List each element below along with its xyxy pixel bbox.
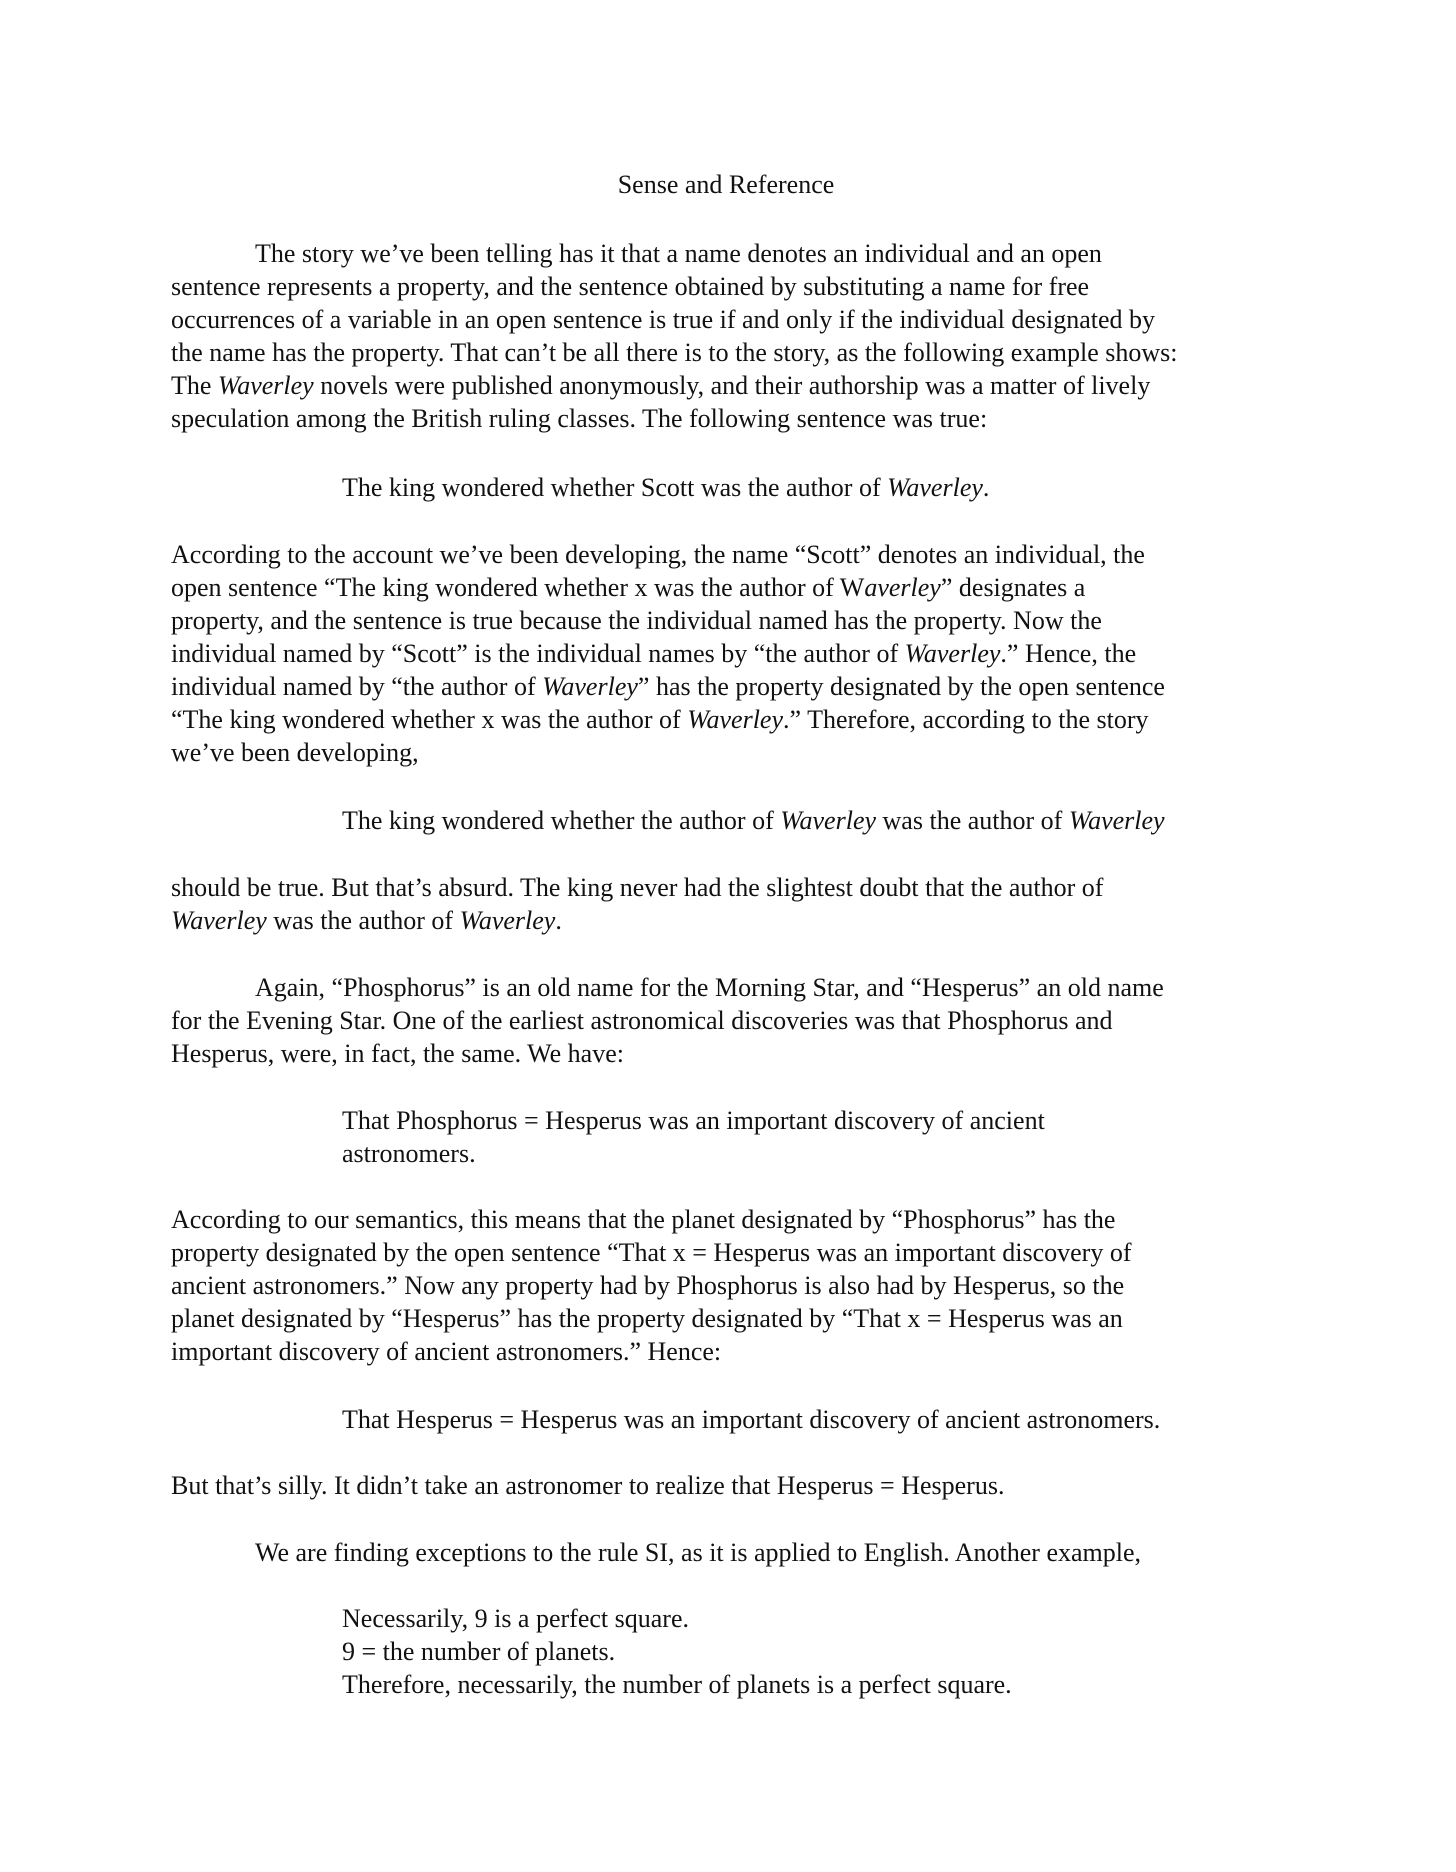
text-line: The story we’ve been telling has it that a name denotes an individual and an open (255, 239, 1102, 268)
text-line: ancient astronomers.” Now any property had by Phosphorus is also had by Hesperus, so the (171, 1271, 1125, 1300)
text-line: the name has the property. That can’t be all there is to the story, as the following example shows: (171, 338, 1178, 367)
text-line: individual named by “the author of Waverley” has the property designated by the open sentence (171, 672, 1165, 701)
text-line: speculation among the British ruling classes. The following sentence was true: (171, 404, 988, 433)
quote-line: astronomers. (342, 1139, 476, 1168)
quote-planets (342, 1602, 1302, 1701)
text-line: individual named by “Scott” is the individual names by “the author of Waverley.” Hence, the (171, 639, 1137, 668)
text-line: open sentence “The king wondered whether x was the author of Waverley” designates a (171, 573, 1086, 602)
quote-line: That Hesperus = Hesperus was an important discovery of ancient astronomers. (342, 1405, 1161, 1434)
quote-hesperus (342, 1403, 1302, 1436)
text-line: important discovery of ancient astronomers.” Hence: (171, 1337, 722, 1366)
quote-scott (342, 471, 1302, 504)
quote-line: The king wondered whether the author of Waverley was the author of Waverley (342, 806, 1165, 835)
text-line: But that’s silly. It didn’t take an astronomer to realize that Hesperus = Hesperus. (171, 1471, 1005, 1500)
text-line: for the Evening Star. One of the earliest astronomical discoveries was that Phosphorus and (171, 1006, 1113, 1035)
text-line: Hesperus, were, in fact, the same. We have: (171, 1039, 624, 1068)
text-line: should be true. But that’s absurd. The king never had the slightest doubt that the author of (171, 873, 1104, 902)
text-line: We are finding exceptions to the rule SI, as it is applied to English. Another example, (255, 1538, 1142, 1567)
quote-waverley (342, 804, 1302, 837)
text-line: “The king wondered whether x was the author of Waverley.” Therefore, according to the story (171, 705, 1149, 734)
text-line: Again, “Phosphorus” is an old name for the Morning Star, and “Hesperus” an old name (255, 973, 1164, 1002)
text-line: we’ve been developing, (171, 738, 419, 767)
title-text: Sense and Reference (617, 170, 835, 199)
text-line: Waverley was the author of Waverley. (171, 906, 562, 935)
quote-line: Therefore, necessarily, the number of planets is a perfect square. (342, 1670, 1012, 1699)
page-title (0, 168, 1456, 201)
paragraph-intro (171, 237, 1281, 435)
text-line: The Waverley novels were published anonymously, and their authorship was a matter of lively (171, 371, 1151, 400)
quote-line: The king wondered whether Scott was the author of Waverley. (342, 473, 990, 502)
quote-line: 9 = the number of planets. (342, 1637, 616, 1666)
text-line: According to the account we’ve been developing, the name “Scott” denotes an individual, the (171, 540, 1145, 569)
paragraph-silly (171, 1469, 1281, 1502)
text-line: According to our semantics, this means that the planet designated by “Phosphorus” has the (171, 1205, 1116, 1234)
paragraph-exceptions (171, 1536, 1281, 1569)
paragraph-phosphorus (171, 971, 1281, 1070)
quote-line: Necessarily, 9 is a perfect square. (342, 1604, 689, 1633)
text-line: property, and the sentence is true because the individual named has the property. Now the (171, 606, 1102, 635)
text-line: property designated by the open sentence “That x = Hesperus was an important discovery of (171, 1238, 1132, 1267)
text-line: planet designated by “Hesperus” has the property designated by “That x = Hesperus was an (171, 1304, 1123, 1333)
text-line: occurrences of a variable in an open sentence is true if and only if the individual designated by (171, 305, 1156, 334)
paragraph-absurd (171, 871, 1281, 937)
quote-line: That Phosphorus = Hesperus was an important discovery of ancient (342, 1106, 1045, 1135)
paragraph-semantics (171, 1203, 1281, 1368)
paragraph-account (171, 538, 1281, 769)
text-line: sentence represents a property, and the sentence obtained by substituting a name for free (171, 272, 1090, 301)
quote-phosphorus (342, 1104, 1302, 1170)
